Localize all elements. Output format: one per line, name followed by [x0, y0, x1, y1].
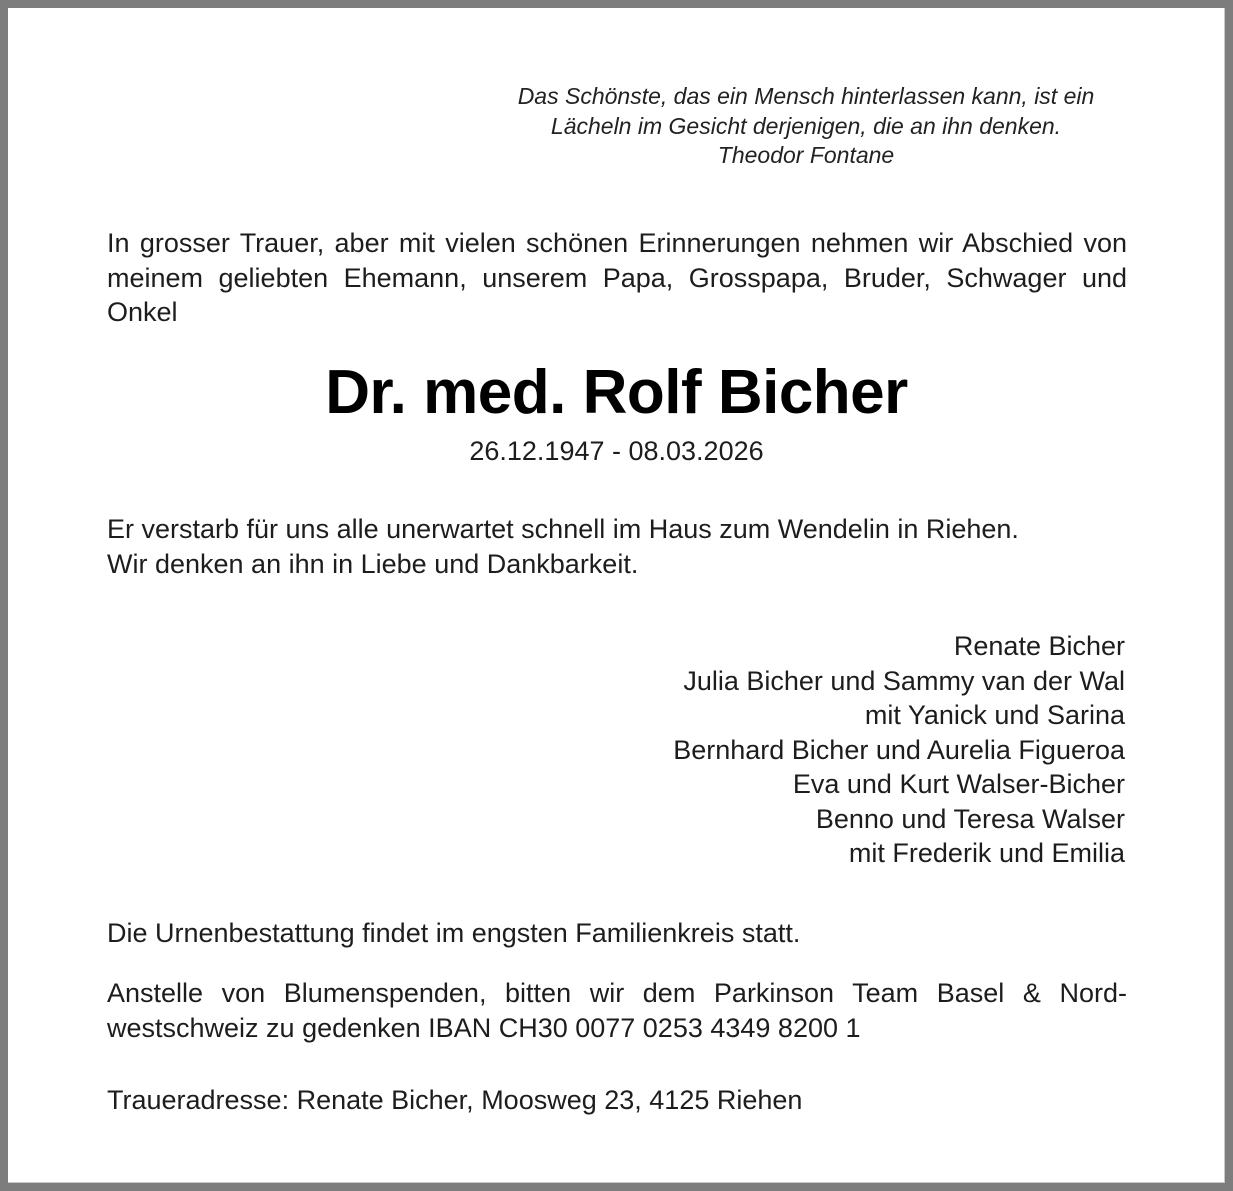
mourner-entry: Bernhard Bicher und Aurelia Figueroa	[673, 734, 1125, 765]
death-notice-line: Wir denken an ihn in Liebe und Dankbarkeit.	[107, 548, 639, 579]
mourner-entry: Renate Bicher	[953, 631, 1125, 661]
deceased-name: Dr. med. Rolf Bicher	[325, 358, 908, 427]
quote-author: Theodor Fontane	[717, 142, 895, 168]
donation-notice: Anstelle von Blumenspenden, bitten wir dem Parkinson Team Basel & Nord-westschweiz zu gedenken IBAN CH30 0077 0253 4349 8200 1	[107, 978, 1127, 1043]
quote-line: Lächeln im Gesicht derjenigen, die an ihn denken.	[550, 112, 1062, 139]
epigraph-quote	[448, 82, 1164, 171]
mourner-entry: mit Frederik und Emilia	[848, 838, 1125, 868]
burial-notice: Die Urnenbestattung findet im engsten Familienkreis statt.	[107, 918, 801, 948]
death-notice-line: Er verstarb für uns alle unerwartet schnell im Haus zum Wendelin in Riehen.	[107, 514, 1019, 544]
intro-paragraph: In grosser Trauer, aber mit vielen schönen Erinnerungen nehmen wir Abschied von meinem geliebten Ehemann, unserem Papa, Grosspapa, Bruder, Schwager und Onkel	[107, 228, 1127, 327]
mourner-entry: Julia Bicher und Sammy van der Wal	[683, 665, 1125, 696]
mourner-entry: Benno und Teresa Walser	[815, 803, 1125, 834]
life-dates: 26.12.1947 - 08.03.2026	[469, 436, 764, 466]
mourning-address: Traueradresse: Renate Bicher, Moosweg 23, 4125 Riehen	[107, 1085, 803, 1115]
mourner-entry: Eva und Kurt Walser-Bicher	[792, 769, 1125, 799]
death-notice	[107, 512, 1127, 581]
obituary-page	[8, 8, 1225, 1183]
mourners-list	[425, 629, 1125, 871]
mourner-entry: mit Yanick und Sarina	[864, 700, 1125, 730]
quote-line: Das Schönste, das ein Mensch hinterlassen kann, ist ein	[517, 83, 1095, 109]
